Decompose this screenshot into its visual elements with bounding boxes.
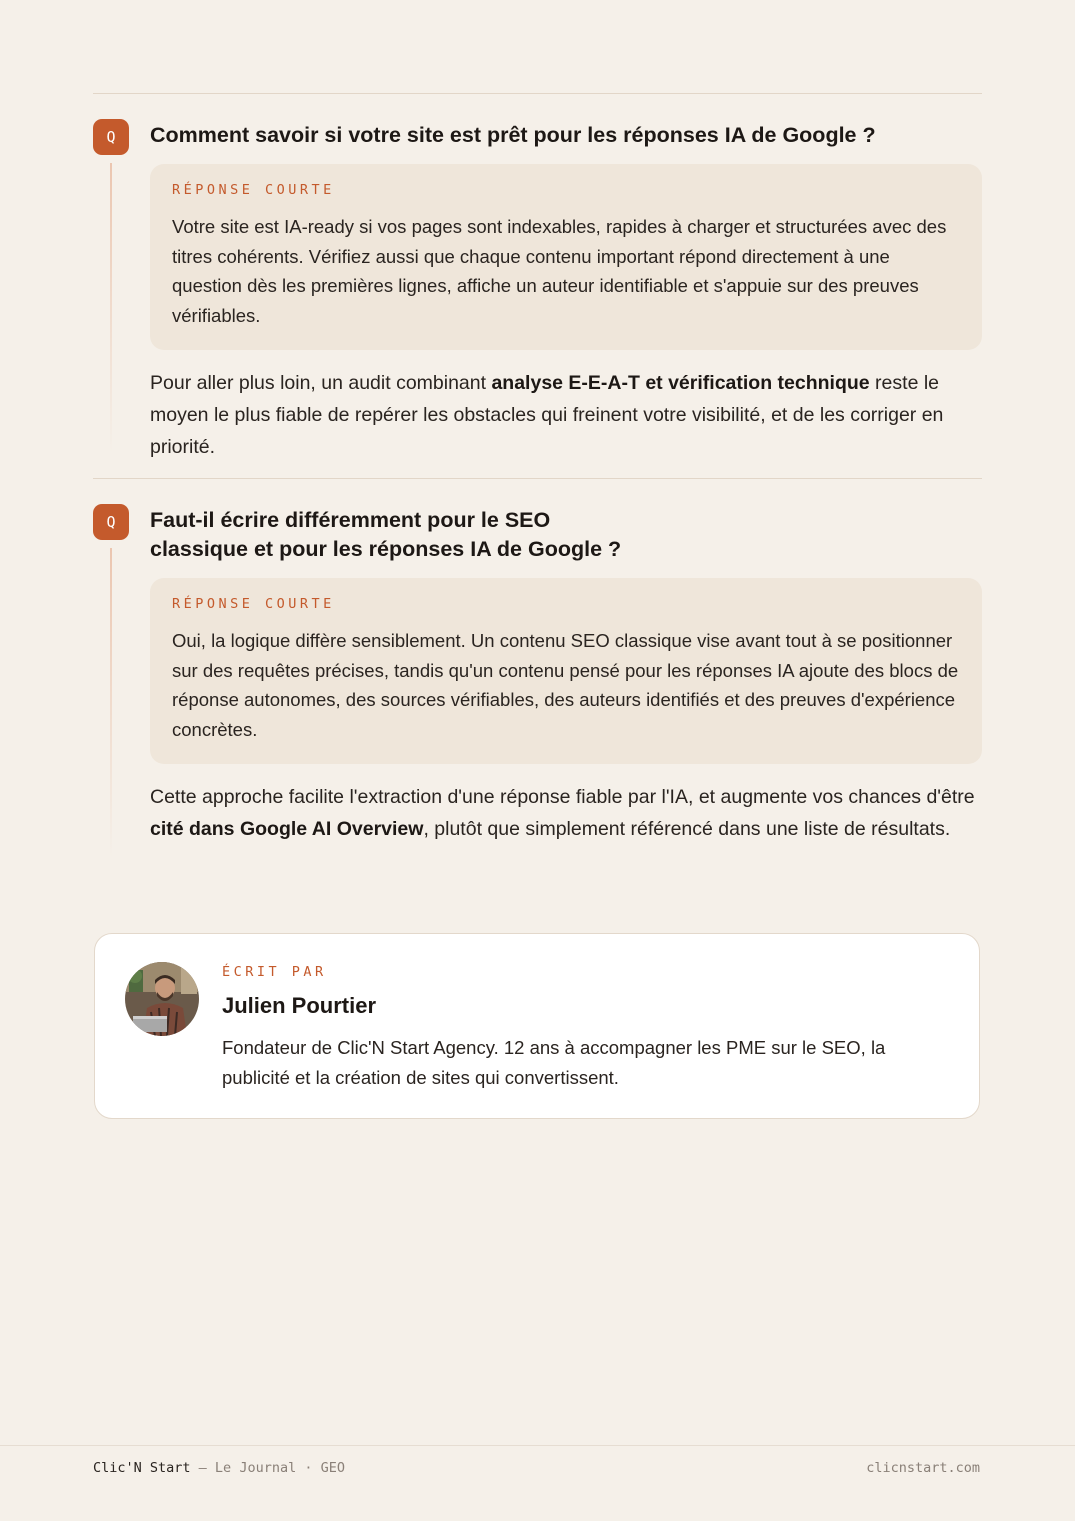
written-by-label: ÉCRIT PAR bbox=[222, 964, 327, 980]
faq-question-line: classique et pour les réponses IA de Google ? bbox=[150, 537, 622, 561]
author-card bbox=[94, 933, 980, 1119]
question-badge: Q bbox=[93, 119, 129, 155]
top-divider bbox=[93, 93, 982, 94]
followup-text: Pour aller plus loin, un audit combinant bbox=[150, 372, 492, 394]
short-answer-text: Votre site est IA-ready si vos pages sont indexables, rapides à charger et structurées avec des titres cohérents. Vérifiez aussi que chaque contenu important répond directement à une question dès les premières lignes, affiche un auteur identifiable et s'appuie sur des preuves vérifiables. bbox=[172, 216, 947, 326]
followup-text: Cette approche facilite l'extraction d'une réponse fiable par l'IA, et augmente vos chances d'être bbox=[150, 786, 975, 808]
short-answer-box bbox=[150, 164, 982, 350]
faq-item-2 bbox=[93, 504, 982, 845]
short-answer-text: Oui, la logique diffère sensiblement. Un contenu SEO classique vise avant tout à se positionner sur des requêtes précises, tandis qu'un contenu pensé pour les réponses IA ajoute des blocs de réponse autonomes, des sources vérifiables, des auteurs identifiés et des preuves d'expérience concrètes. bbox=[172, 630, 959, 740]
followup-text: reste le moyen le plus fiable de repérer les obstacles qui freinent votre visibilité, et de les corriger en priorité. bbox=[150, 372, 944, 458]
author-photo bbox=[125, 962, 199, 1036]
followup-text: , plutôt que simplement référencé dans une liste de résultats. bbox=[423, 818, 951, 840]
author-avatar bbox=[125, 962, 199, 1036]
faq-followup-paragraph bbox=[150, 781, 982, 845]
author-name: Julien Pourtier bbox=[222, 993, 377, 1018]
faq-divider bbox=[93, 478, 982, 479]
question-badge: Q bbox=[93, 504, 129, 540]
page-footer bbox=[93, 1460, 980, 1476]
faq-followup-paragraph bbox=[150, 367, 982, 463]
footer-left bbox=[93, 1460, 345, 1476]
followup-emphasis: cité dans Google AI Overview bbox=[150, 818, 424, 840]
faq-timeline-line bbox=[110, 163, 112, 453]
faq-question-line: Faut-il écrire différemment pour le SEO bbox=[150, 508, 551, 532]
footer-section-trail: — Le Journal · GEO bbox=[190, 1460, 345, 1476]
short-answer-box bbox=[150, 578, 982, 764]
faq-timeline-line bbox=[110, 548, 112, 858]
faq-question bbox=[150, 504, 982, 564]
short-answer-label: RÉPONSE COURTE bbox=[172, 596, 335, 612]
author-meta bbox=[222, 964, 939, 1092]
footer-domain-link[interactable]: clicnstart.com bbox=[866, 1460, 980, 1476]
author-bio: Fondateur de Clic'N Start Agency. 12 ans à accompagner les PME sur le SEO, la publicité et la création de sites qui convertissent. bbox=[222, 1037, 886, 1088]
footer-brand[interactable]: Clic'N Start bbox=[93, 1460, 191, 1476]
faq-question: Comment savoir si votre site est prêt pour les réponses IA de Google ? bbox=[150, 123, 876, 147]
faq-item-1 bbox=[93, 119, 982, 463]
footer-divider bbox=[0, 1445, 1075, 1446]
short-answer-label: RÉPONSE COURTE bbox=[172, 182, 335, 198]
followup-emphasis: analyse E-E-A-T et vérification technique bbox=[491, 372, 870, 394]
